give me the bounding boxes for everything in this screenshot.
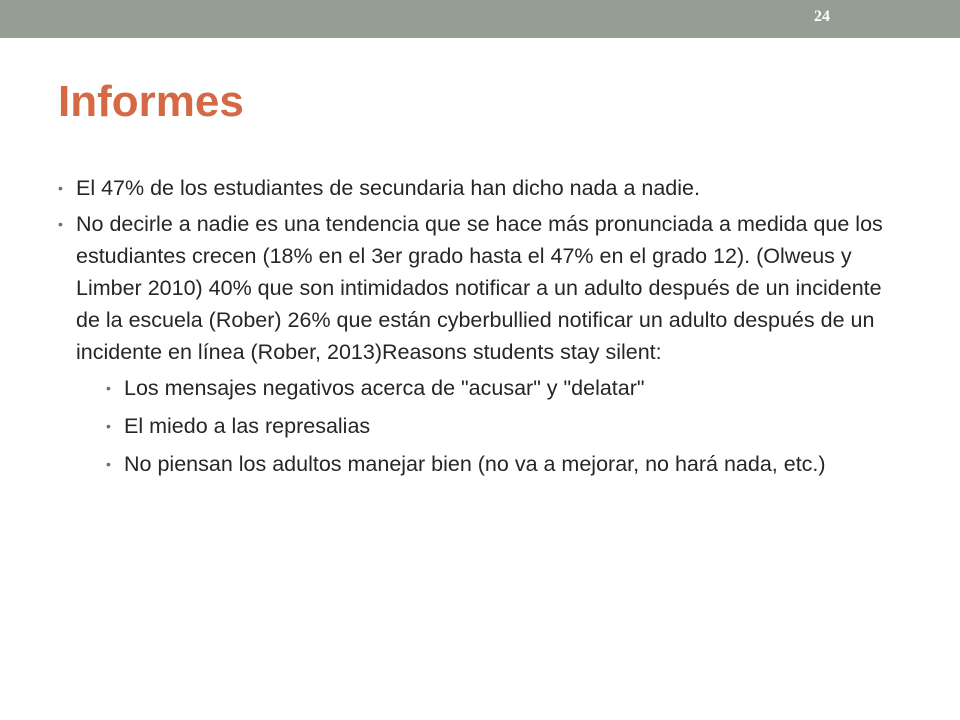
- bullet-marker-icon: •: [106, 456, 111, 472]
- bullet-marker-icon: •: [58, 216, 63, 232]
- sub-bullet-text: El miedo a las represalias: [124, 414, 371, 438]
- sub-bullet-item: [106, 410, 898, 442]
- bullet-marker-icon: •: [106, 418, 111, 434]
- bullet-marker-icon: •: [58, 180, 63, 196]
- bullet-item: [58, 208, 898, 480]
- top-bar: [0, 0, 960, 38]
- sub-bullet-text: No piensan los adultos manejar bien (no va a mejorar, no hará nada, etc.): [124, 452, 826, 476]
- sub-bullet-item: [106, 372, 898, 404]
- bullet-item: [58, 172, 898, 204]
- bullet-list: [58, 172, 898, 486]
- sub-bullet-text: Los mensajes negativos acerca de "acusar" y "delatar": [124, 376, 645, 400]
- sub-bullet-item: [106, 448, 898, 480]
- bullet-text: No decirle a nadie es una tendencia que se hace más pronunciada a medida que los estudiantes crecen (18% en el 3er grado hasta el 47% en el grado 12). (Olweus y Limber 2010) 40% que son intimidados notificar a un adulto después de un incidente de la escuela (Rober) 26% que están cyberbullied notificar un adulto después de un incidente en línea (Rober, 2013)Reasons students stay silent:: [76, 212, 883, 364]
- bullet-text: El 47% de los estudiantes de secundaria han dicho nada a nadie.: [76, 176, 700, 200]
- sub-bullet-list: [76, 372, 898, 480]
- slide-number: 24: [814, 8, 830, 25]
- slide-title: Informes: [58, 77, 244, 126]
- bullet-marker-icon: •: [106, 380, 111, 396]
